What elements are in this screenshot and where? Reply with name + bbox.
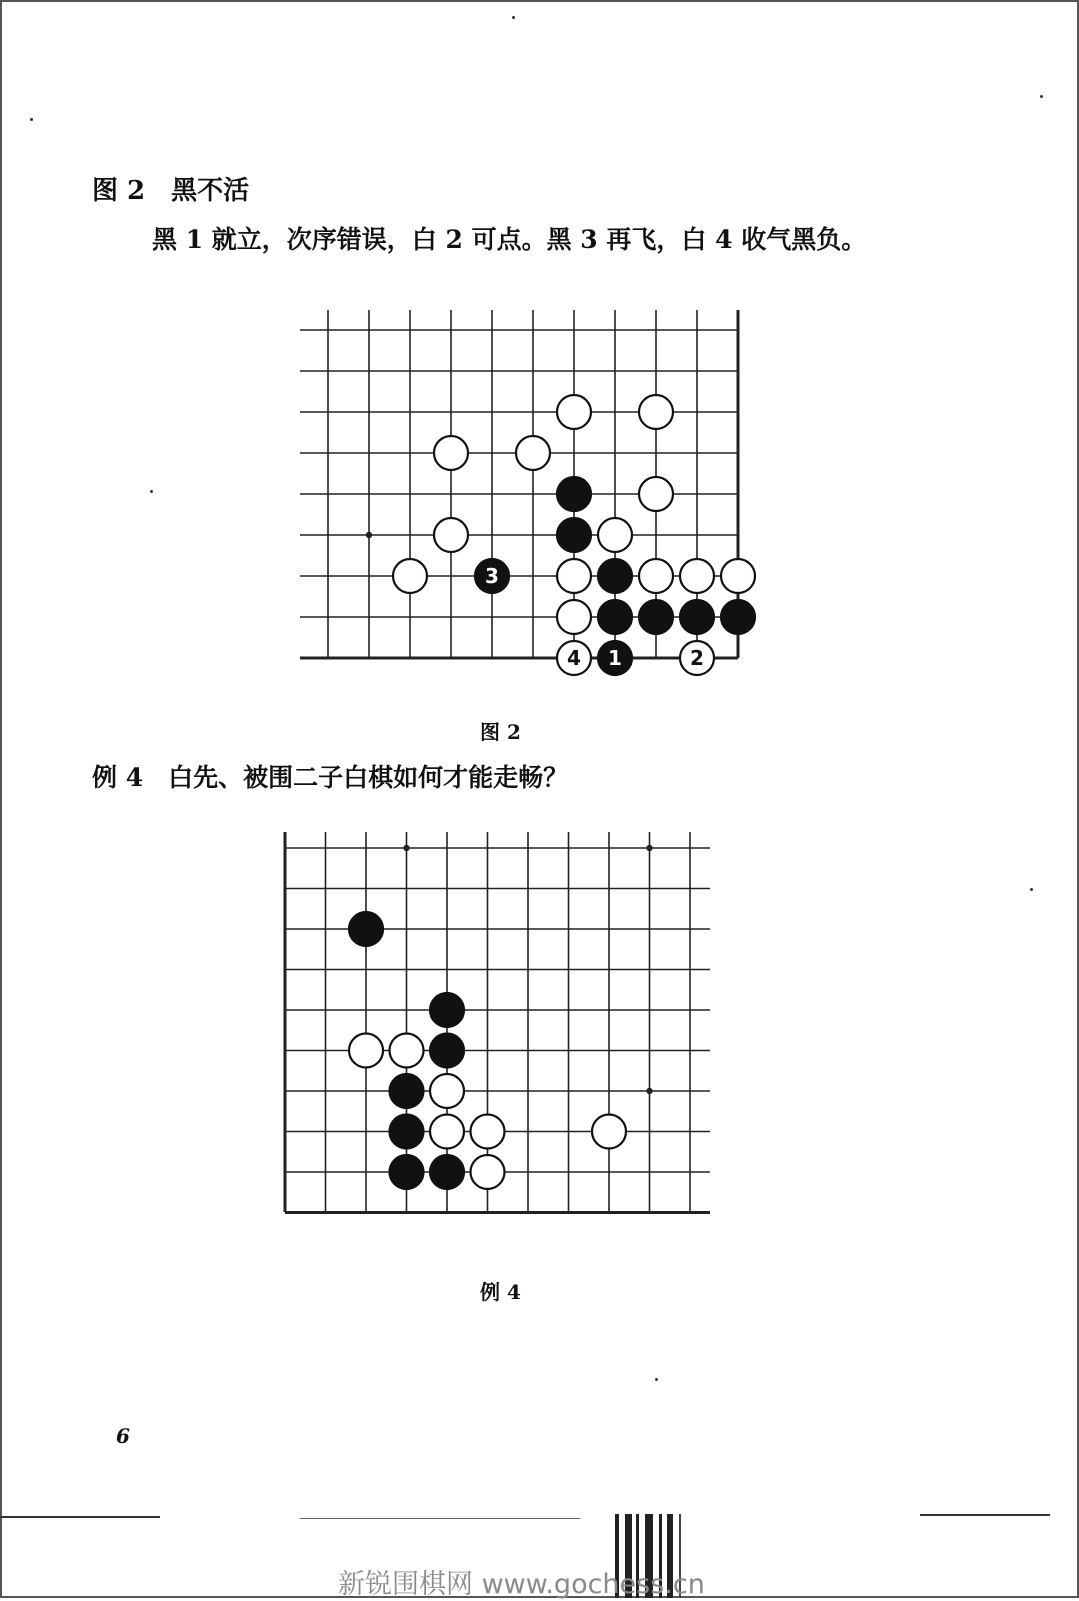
black-stone [557, 477, 591, 511]
footer-rule-middle [300, 1518, 580, 1519]
white-stone [639, 559, 673, 593]
go-board-figure-2 [290, 300, 770, 700]
white-stone [557, 600, 591, 634]
footer-rule-right [920, 1514, 1050, 1516]
black-stone [430, 1155, 464, 1189]
star-point [366, 532, 372, 538]
white-stone [471, 1155, 505, 1189]
black-stone [680, 600, 714, 634]
black-stone [430, 1034, 464, 1068]
white-stone [430, 1074, 464, 1108]
black-stone [390, 1115, 424, 1149]
scan-speck [150, 490, 153, 493]
white-stone [390, 1034, 424, 1068]
figure-heading: 图 2 黑不活 [92, 176, 250, 206]
scan-speck [30, 118, 33, 121]
white-stone [721, 559, 755, 593]
white-stone [430, 1115, 464, 1149]
example-caption: 例 4 [480, 1280, 521, 1304]
move-number: 1 [608, 646, 622, 670]
star-point [646, 1088, 652, 1094]
black-stone [557, 518, 591, 552]
white-stone [639, 477, 673, 511]
black-stone [639, 600, 673, 634]
black-stone [598, 559, 632, 593]
white-stone [393, 559, 427, 593]
example-heading: 例 4 白先、被围二子白棋如何才能走畅？ [92, 763, 569, 792]
black-stone [430, 993, 464, 1027]
go-board-example-4 [270, 820, 750, 1240]
scan-speck [1040, 95, 1043, 98]
footer-watermark: 新锐围棋网 www.gochess.cn [338, 1569, 705, 1600]
white-stone [557, 559, 591, 593]
page-number: 6 [116, 1424, 130, 1448]
white-stone [592, 1115, 626, 1149]
scan-speck [655, 1378, 658, 1381]
white-stone [434, 436, 468, 470]
figure-description: 黑 1 就立，次序错误，白 2 可点。黑 3 再飞，白 4 收气黑负。 [152, 225, 867, 254]
move-number: 2 [690, 646, 704, 670]
black-stone [721, 600, 755, 634]
white-stone [516, 436, 550, 470]
white-stone [598, 518, 632, 552]
black-stone [598, 600, 632, 634]
black-stone [390, 1074, 424, 1108]
star-point [403, 845, 409, 851]
white-stone [471, 1115, 505, 1149]
star-point [646, 845, 652, 851]
footer-rule-left [0, 1516, 160, 1518]
white-stone [557, 395, 591, 429]
figure-caption: 图 2 [480, 720, 521, 744]
black-stone [390, 1155, 424, 1189]
black-stone [349, 912, 383, 946]
move-number: 4 [567, 646, 581, 670]
white-stone [434, 518, 468, 552]
white-stone [680, 559, 714, 593]
scan-speck [1030, 888, 1033, 891]
white-stone [639, 395, 673, 429]
move-number: 3 [485, 564, 499, 588]
scan-speck [512, 16, 515, 19]
white-stone [349, 1034, 383, 1068]
